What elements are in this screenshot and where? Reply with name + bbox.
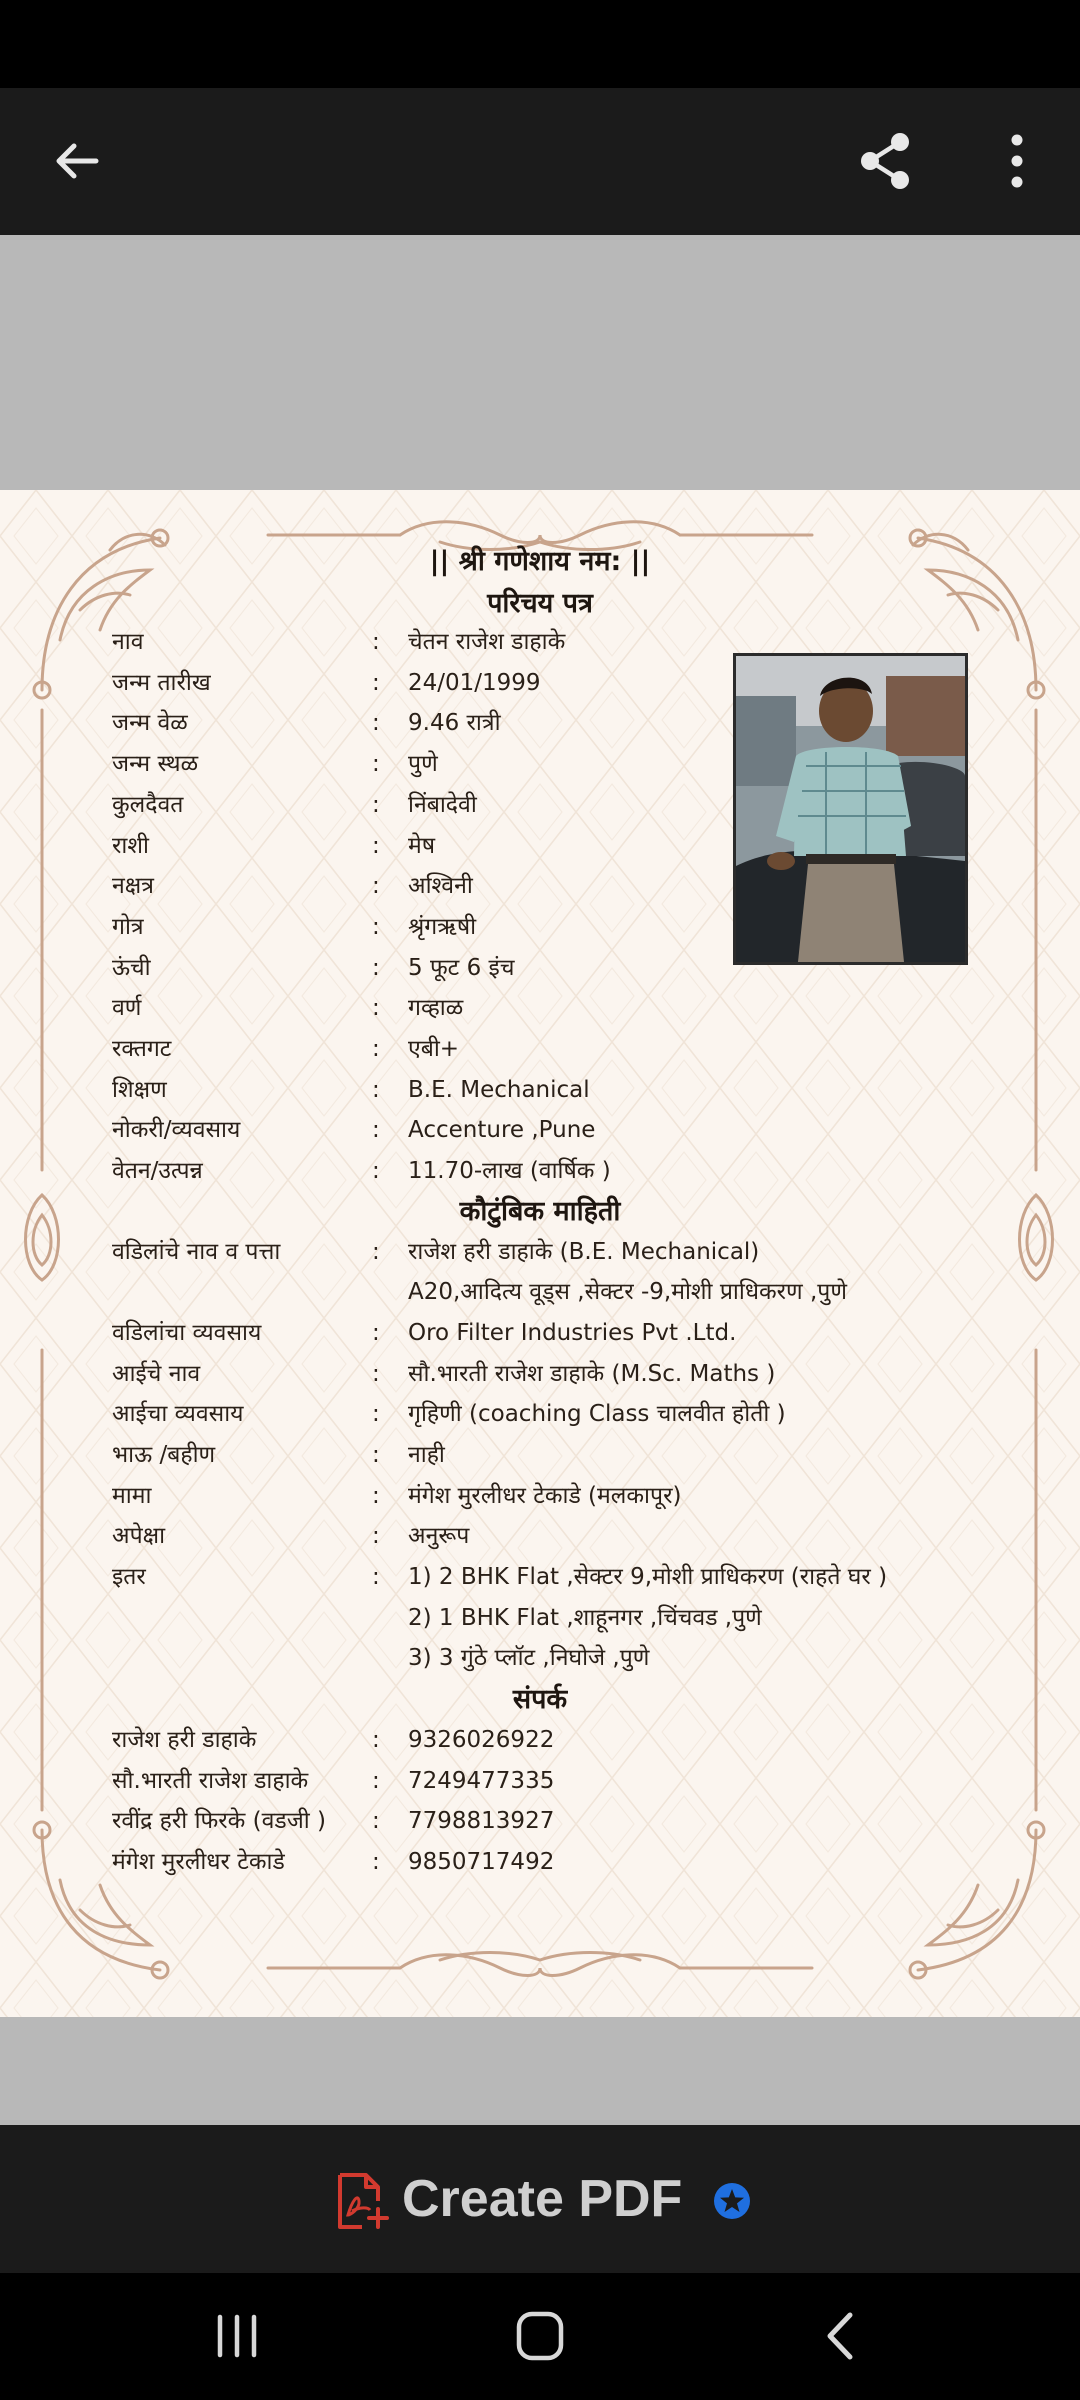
create-pdf-button[interactable]	[0, 2125, 1080, 2273]
row-colon: :	[372, 1523, 380, 1549]
row-colon: :	[372, 1036, 380, 1062]
bottom-bar	[0, 2125, 1080, 2273]
row-label: आईचा व्यवसाय	[112, 1401, 244, 1427]
share-icon[interactable]	[848, 124, 922, 198]
section-heading-contact: संपर्क	[512, 1684, 568, 1715]
contact-name: मंगेश मुरलीधर टेकाडे	[112, 1849, 285, 1875]
row-value: Accenture ,Pune	[408, 1117, 596, 1143]
section-heading-intro: परिचय पत्र	[487, 588, 593, 619]
row-label: जन्म स्थळ	[112, 751, 199, 777]
info-row	[0, 1598, 1080, 1638]
row-value: नाही	[408, 1442, 445, 1468]
row-value: 1) 2 BHK Flat ,सेक्टर 9,मोशी प्राधिकरण (राहते घर )	[408, 1564, 888, 1590]
row-colon: :	[372, 1768, 380, 1794]
row-label: अपेक्षा	[112, 1523, 166, 1549]
info-row	[0, 1638, 1080, 1678]
row-label: नोकरी/व्यवसाय	[112, 1117, 241, 1143]
info-row	[0, 1029, 1080, 1069]
row-value: B.E. Mechanical	[408, 1077, 590, 1103]
row-colon: :	[372, 670, 380, 696]
info-row	[0, 988, 1080, 1028]
row-value: सौ.भारती राजेश डाहाके (M.Sc. Maths )	[408, 1361, 776, 1387]
home-icon[interactable]	[505, 2303, 575, 2369]
row-label: नाव	[112, 629, 144, 655]
info-row	[0, 1232, 1080, 1272]
row-value: अश्विनी	[408, 873, 473, 899]
row-label: जन्म वेळ	[112, 710, 188, 736]
recents-icon[interactable]	[202, 2303, 272, 2369]
info-row	[0, 1272, 1080, 1312]
contact-row	[0, 1842, 1080, 1882]
row-label: वेतन/उत्पन्न	[112, 1158, 203, 1184]
row-colon: :	[372, 1401, 380, 1427]
row-value: 11.70-लाख (वार्षिक )	[408, 1158, 611, 1184]
row-value: अनुरूप	[408, 1523, 470, 1549]
invocation-heading: || श्री गणेशाय नम: ||	[429, 546, 651, 577]
row-value: गव्हाळ	[408, 995, 464, 1021]
row-colon: :	[372, 1158, 380, 1184]
row-colon: :	[372, 1849, 380, 1875]
row-value: राजेश हरी डाहाके (B.E. Mechanical)	[408, 1239, 760, 1265]
row-colon: :	[372, 873, 380, 899]
app-bar	[0, 88, 1080, 235]
row-value: 24/01/1999	[408, 670, 541, 696]
row-colon: :	[372, 1808, 380, 1834]
row-value: श्रृंगऋषी	[408, 914, 477, 940]
row-label: गोत्र	[112, 914, 144, 940]
row-colon: :	[372, 914, 380, 940]
row-colon: :	[372, 1727, 380, 1753]
row-label: मामा	[112, 1483, 152, 1509]
row-value: Oro Filter Industries Pvt .Ltd.	[408, 1320, 737, 1346]
row-colon: :	[372, 955, 380, 981]
row-label: जन्म तारीख	[112, 670, 211, 696]
row-value: पुणे	[408, 751, 438, 777]
row-label: राशी	[112, 833, 149, 859]
info-row	[0, 1557, 1080, 1597]
row-colon: :	[372, 1483, 380, 1509]
row-value: 9.46 रात्री	[408, 710, 501, 736]
row-label: कुलदैवत	[112, 792, 184, 818]
row-value: गृहिणी (coaching Class चालवीत होती )	[408, 1401, 786, 1427]
row-value: 5 फूट 6 इंच	[408, 955, 515, 981]
row-colon: :	[372, 1077, 380, 1103]
row-colon: :	[372, 792, 380, 818]
row-label: भाऊ /बहीण	[112, 1442, 216, 1468]
section-heading-family: कौटुंबिक माहिती	[459, 1196, 621, 1227]
row-colon: :	[372, 1564, 380, 1590]
info-row	[0, 1394, 1080, 1434]
row-label: नक्षत्र	[112, 873, 154, 899]
contact-row	[0, 1761, 1080, 1801]
row-label: रक्तगट	[112, 1036, 172, 1062]
contact-phone: 7249477335	[408, 1768, 555, 1794]
row-colon: :	[372, 1239, 380, 1265]
row-label: वर्ण	[112, 995, 142, 1021]
info-row	[0, 1313, 1080, 1353]
contact-name: राजेश हरी डाहाके	[112, 1727, 257, 1753]
contact-row	[0, 1801, 1080, 1841]
row-value: मेष	[408, 833, 436, 859]
star-badge-icon	[712, 2181, 752, 2221]
file-pdf-add-icon	[332, 2171, 390, 2231]
row-colon: :	[372, 751, 380, 777]
row-colon: :	[372, 995, 380, 1021]
info-row	[0, 1354, 1080, 1394]
row-colon: :	[372, 629, 380, 655]
biodata-page	[0, 490, 1080, 2017]
row-colon: :	[372, 1117, 380, 1143]
back-arrow-icon[interactable]	[40, 124, 114, 198]
contact-phone: 7798813927	[408, 1808, 555, 1834]
contact-phone: 9850717492	[408, 1849, 555, 1875]
info-row	[0, 1110, 1080, 1150]
row-label: आईचे नाव	[112, 1361, 201, 1387]
row-value: 2) 1 BHK Flat ,शाहूनगर ,चिंचवड ,पुणे	[408, 1605, 762, 1631]
contact-row	[0, 1720, 1080, 1760]
row-colon: :	[372, 1320, 380, 1346]
more-vertical-icon[interactable]	[980, 124, 1054, 198]
row-colon: :	[372, 1361, 380, 1387]
row-label: ऊंची	[112, 955, 151, 981]
row-value: निंबादेवी	[408, 792, 477, 818]
info-row	[0, 1151, 1080, 1191]
row-value: 3) 3 गुंठे प्लॉट ,निघोजे ,पुणे	[408, 1645, 650, 1671]
row-colon: :	[372, 710, 380, 736]
contact-name: सौ.भारती राजेश डाहाके	[112, 1768, 309, 1794]
photo-illustration	[736, 656, 965, 962]
row-value: मंगेश मुरलीधर टेकाडे (मलकापूर)	[408, 1483, 682, 1509]
row-label: इतर	[112, 1564, 146, 1590]
contact-phone: 9326026922	[408, 1727, 555, 1753]
row-label: वडिलांचे नाव व पत्ता	[112, 1239, 281, 1265]
info-row	[0, 1476, 1080, 1516]
row-value: एबी+	[408, 1036, 460, 1062]
profile-photo	[733, 653, 968, 965]
info-row	[0, 1516, 1080, 1556]
back-chevron-icon[interactable]	[806, 2303, 876, 2369]
row-label: शिक्षण	[112, 1077, 167, 1103]
row-colon: :	[372, 1442, 380, 1468]
info-row	[0, 1070, 1080, 1110]
row-colon: :	[372, 833, 380, 859]
create-pdf-label: Create PDF	[402, 2170, 683, 2228]
contact-name: रवींद्र हरी फिरके (वडजी )	[112, 1808, 327, 1834]
row-value: A20,आदित्य वूड्स ,सेक्टर -9,मोशी प्राधिकरण ,पुणे	[408, 1279, 847, 1305]
system-nav-bar	[0, 2273, 1080, 2400]
row-label: वडिलांचा व्यवसाय	[112, 1320, 262, 1346]
status-bar	[0, 0, 1080, 88]
row-value: चेतन राजेश डाहाके	[408, 629, 566, 655]
info-row	[0, 1435, 1080, 1475]
